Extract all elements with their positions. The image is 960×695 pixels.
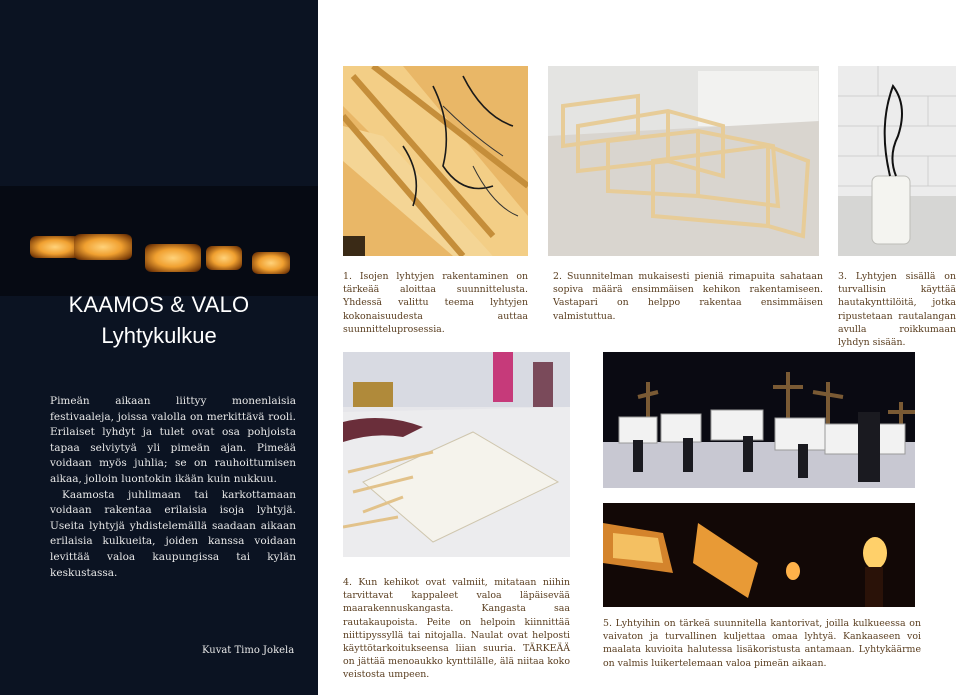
caption-step-2: 2. Suunnitelman mukaisesti pieniä rimapuita sahataan sopiva määrä ensimmäisen kehikon rakentamiseen. Vastapari on helppo rakentaa ensimmäisen valmistuttua. (553, 271, 823, 322)
photo-glowing-lanterns (603, 503, 915, 607)
lantern-photo (0, 186, 318, 296)
photo-design-sketch (343, 66, 528, 256)
intro-text (50, 394, 296, 581)
page-subtitle: Lyhtykulkue (101, 323, 217, 348)
caption-step-5: 5. Lyhtyihin on tärkeä suunnitella kantorivat, joilla kulkueessa on vaivaton ja turvallinen kuljettaa omaa lyhtyä. Kankaaseen voi maalata kuvioita halutessa lisäkoristusta antamaan. Lyhtykäärme on valmis luikertelemaan valoa pimeän aikaan. (603, 618, 921, 669)
photo-wooden-frames (548, 66, 819, 256)
caption-step-1: 1. Isojen lyhtyjen rakentaminen on tärkeää aloittaa suunnittelusta. Yhdessä valittu teema lyhtyjen kokonaisuudesta auttaa suunnitteluprosessia. (343, 271, 528, 335)
caption-step-4: 4. Kun kehikot ovat valmiit, mitataan niihin tarvittavat kappaleet valoa läpäisevää maarakennuskangasta. Kangasta saa rautakaupoista. Peite on helpoin kiinnittää niittipyssyllä tai nitojalla. Naulat ovat helposti käyttötarkoitukseensa liian suuria. TÄRKEÄÄ on jättää menoaukko kynttilälle, älä niitaa koko veistosta umpeen. (343, 577, 570, 681)
page-title: KAAMOS & VALO (68, 292, 250, 317)
photo-fabric-covering (343, 352, 570, 557)
photo-candle-wire (838, 66, 956, 256)
photo-procession-snow (603, 352, 915, 488)
photo-credit: Kuvat Timo Jokela (202, 645, 295, 656)
intro-paragraph-1: Pimeän aikaan liittyy monenlaisia festivaaleja, joissa valolla on merkittävä rooli. Erilaiset lyhdyt ja tulet ovat osa pohjoista tapaa selviytyä yli pimeän ajan. Pimeää voidaan myös juhlia; se on rauhoittumisen aikaa, jolloin luontokin ikään kuin nukkuu. (50, 395, 296, 485)
intro-paragraph-2: Kaamosta juhlimaan tai karkottamaan voidaan rakentaa erilaisia isoja lyhtyjä. Useita lyhtyjä yhdistelemällä saadaan aikaan erilaisia kulkueita, joiden kanssa voidaan levittää valoa kaupungissa tai kylän keskustassa. (50, 488, 296, 579)
left-panel (0, 0, 318, 695)
caption-step-3: 3. Lyhtyjen sisällä on turvallisin käyttää hautakynttilöitä, jotka ripustetaan rautalangan avulla roikkumaan lyhdyn sisään. (838, 271, 956, 349)
